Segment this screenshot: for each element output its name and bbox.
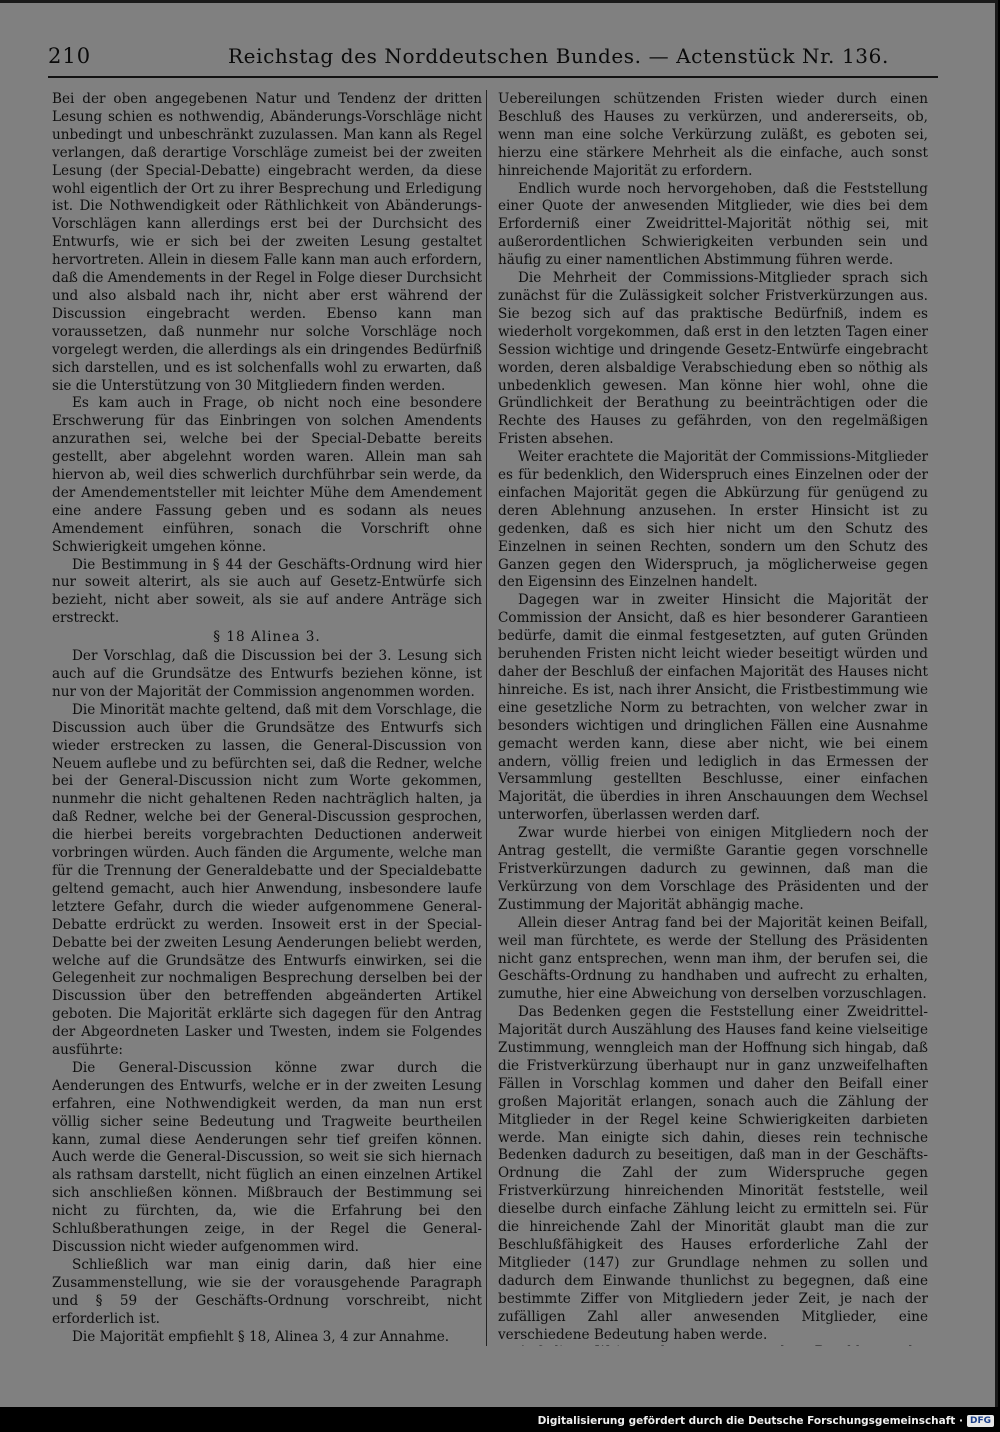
left-column: [52, 91, 482, 1346]
scan-edge-top: [0, 0, 998, 3]
paragraph: Der Vorschlag, daß die Discussion bei der 3. Lesung sich auch auf die Grundsätze des Entwurfs beziehen könne, ist nur von der Majorität der Commission angenommen worden.: [52, 648, 482, 700]
paragraph: Schließlich war man einig darin, daß hier eine Zusammenstellung, wie sie der vorausgehende Paragraph und § 59 der Geschäfts-Ordnung vorschreibt, nicht erforderlich ist.: [52, 1256, 482, 1327]
digitization-credit: [538, 1413, 994, 1429]
paragraph: Es kam auch in Frage, ob nicht noch eine besondere Erschwerung für das Einbringen von solchen Amendents anzurathen sei, welche bei der Special-Debatte bereits gestellt, aber abgelehnt worden waren. Allein man sah hiervon ab, weil dies schwerlich durchführbar sein werde, da der Amendementsteller mit leichter Mühe dem Amendement eine andere Fassung geben und es sodann als neues Amendement einführen, sonach die Vorschrift ohne Schwierigkeit umgehen könne.: [52, 395, 482, 555]
paragraph: Die Mehrheit der Commissions-Mitglieder sprach sich zunächst für die Zulässigkeit solcher Fristverkürzungen aus. Sie bezog sich auf das praktische Bedürfniß, indem es wiederholt vorgekommen, daß erst in den letzten Tagen einer Session wichtige und dringende Gesetz-Entwürfe eingebracht worden, deren alsbaldige Verabschiedung eben so nöthig als unbedenklich gewesen. Man könne hier wohl, ohne die Gründlichkeit der Berathung zu beeinträchtigen oder die Rechte des Hauses zu gefährden, von den regelmäßigen Fristen absehen.: [498, 270, 928, 448]
paragraph: Die Majorität empfiehlt § 18, Alinea 3, 4 zur Annahme.: [72, 1328, 450, 1345]
paragraph: Uebereilungen schützenden Fristen wieder durch einen Beschluß des Hauses zu verkürzen, und andererseits, ob, wenn man eine solche Verkürzung zuläßt, es geboten sei, hierzu eine stärkere Mehrheit als die einfache, auch sonst hinreichende Majorität zu erfordern.: [498, 91, 928, 179]
page-header: [48, 40, 938, 78]
credit-text: Digitalisierung gefördert durch die Deutsche Forschungsgemeinschaft ·: [537, 1415, 963, 1427]
running-head: Reichstag des Norddeutschen Bundes. — Actenstück Nr. 136.: [228, 44, 889, 68]
paragraph: Bei der oben angegebenen Natur und Tendenz der dritten Lesung schien es nothwendig, Abänderungs-Vorschläge nicht unbedingt und unbeschränkt zuzulassen. Man kann als Regel verlangen, daß derartige Vorschläge zumeist bei der zweiten Lesung (der Special-Debatte) eingebracht werden, da diese wohl eigentlich der Ort zu ihrer Besprechung und Erledigung ist. Die Nothwendigkeit oder Räthlichkeit von Abänderungs-Vorschlägen kann allerdings erst bei der Durchsicht des Entwurfs, wie er sich bei der zweiten Lesung gestaltet hervortreten. Allein in diesem Falle kann man auch erfordern, daß die Amendements in der Regel in Folge dieser Durchsicht und also alsbald nach ihr, nicht aber erst während der Discussion eingebracht werden. Ebenso kann man voraussetzen, daß nunmehr nur solche Vorschläge noch vorgelegt werden, die allerdings als ein dringendes Bedürfniß sich darstellen, und es ist solchenfalls wohl zu erwarten, daß sie die Unterstützung von 30 Mitgliedern finden werden.: [52, 91, 482, 394]
paragraph: Die General-Discussion könne zwar durch die Aenderungen des Entwurfs, welche er in der zweiten Lesung erfahren, eine Nothwendigkeit werden, da man nun erst völlig sicher seine Bedeutung und Tragweite beurtheilen kann, zumal diese Aenderungen sehr tief greifen können. Auch werde die General-Discussion, so weit sie sich hiernach als rathsam darstellt, nicht füglich an einen einzelnen Artikel sich anschließen können. Mißbrauch der Bestimmung sei nicht zu fürchten, da, wie die Erfahrung bei den Schlußberathungen zeige, in der Regel die General-Discussion nicht wieder aufgenommen wird.: [52, 1059, 482, 1255]
dfg-logo: DFG: [967, 1415, 994, 1427]
right-column: [498, 91, 928, 1346]
paragraph: Die Minorität machte geltend, daß mit dem Vorschlage, die Discussion auch über die Grundsätze des Entwurfs sich wieder erstrecken zu lassen, die General-Discussion von Neuem auflebe und zu befürchten sei, daß die Redner, welche bei der General-Discussion nicht zum Worte gekommen, nunmehr die nicht gehaltenen Reden nachträglich halten, ja daß Redner, welche bei der General-Discussion gesprochen, die hierbei bereits vorgebrachten Deductionen anderweit vorbringen würden. Auch fänden die Argumente, welche man für die Trennung der Generaldebatte und der Specialdebatte geltend gemacht, auch hier Anwendung, insbesondere laufe letztere Gefahr, durch die wieder aufgenommene General-Debatte erdrückt zu werden. Insoweit erst in der Special-Debatte bei der zweiten Lesung Aenderungen beliebt werden, welche auf die Grundsätze des Entwurfs einwirken, sei die Gelegenheit zur nochmaligen Besprechung derselben bei der Discussion über den betreffenden abgeänderten Artikel geboten. Die Majorität erklärte sich dagegen für den Antrag der Abgeordneten Lasker und Twesten, indem sie Folgendes ausführte:: [52, 701, 482, 1059]
page-number: 210: [48, 44, 92, 68]
paragraph: Die Bestimmung in § 44 der Geschäfts-Ordnung wird hier nur soweit alterirt, als sie auch auf Gesetz-Entwürfe sich bezieht, nicht aber soweit, als sie auf andere Anträge sich erstreckt.: [52, 556, 482, 627]
paragraph: Weiter erachtete die Majorität der Commissions-Mitglieder es für bedenklich, den Widerspruch eines Einzelnen oder der einfachen Majorität gegen die Abkürzung für genügend zu deren Ablehnung anzusehen. In erster Hinsicht ist zu gedenken, daß es sich hier nicht um den Schutz des Einzelnen in seinen Rechten, sondern um den Schutz des Ganzen gegen den Widerspruch, ja möglicherweise gegen den Eigensinn des Einzelnen handelt.: [498, 449, 928, 591]
paragraph: Zwar wurde hierbei von einigen Mitgliedern noch der Antrag gestellt, die vermißte Garantie gegen vorschnelle Fristverkürzungen dadurch zu gewinnen, daß man die Verkürzung von dem Vorschlage des Präsidenten und der Zustimmung der Majorität abhängig mache.: [498, 825, 928, 913]
paragraph: Das Bedenken gegen die Feststellung einer Zweidrittel-Majorität durch Auszählung des Hauses fand keine vielseitige Zustimmung, wenngleich man der Hoffnung sich hingab, daß die Fristverkürzung überhaupt nur in ganz unzweifelhaften Fällen in Vorschlag kommen und daher den Beifall einer großen Majorität erlangen, sonach auch die Zählung der Mitglieder in der Regel keine Schwierigkeiten darbieten werde. Man einigte sich dahin, dieses rein technische Bedenken dadurch zu beseitigen, daß man in der Geschäfts-Ordnung die Zahl der zum Widerspruche gegen Fristverkürzung hinreichenden Minorität feststelle, weil dieselbe durch einfache Zählung leicht zu ermitteln sei. Für die hinreichende Zahl der Minorität glaubt man die zur Beschlußfähigkeit des Hauses erforderliche Zahl der Mitglieder (147) zur Grundlage nehmen zu sollen und dadurch dem Einwande thunlichst zu begegnen, daß eine bestimmte Ziffer von Mitgliedern jeder Zeit, je nach der zufälligen Zahl aller anwesenden Mitglieder, eine verschiedene Bedeutung haben werde.: [498, 1004, 928, 1343]
paragraph: Allein dieser Antrag fand bei der Majorität keinen Beifall, weil man fürchtete, es werde der Stellung des Präsidenten nicht ganz entsprechen, wenn man ihm, der berufen sei, die Geschäfts-Ordnung zu handhaben und aufrecht zu erhalten, zumuthe, hier eine Abweichung von derselben vorzuschlagen.: [498, 914, 928, 1003]
paragraph: [498, 1344, 928, 1346]
column-divider: [486, 90, 487, 1346]
section-heading: § 18 Alinea 3.: [213, 629, 321, 646]
scan-edge-right: [995, 0, 998, 1407]
paragraph: Endlich wurde noch hervorgehoben, daß die Feststellung einer Quote der anwesenden Mitglieder, wie dies bei dem Erforderniß einer Zweidrittel-Majorität nöthig sei, mit außerordentlichen Schwierigkeiten verbunden sein und häufig zu einer namentlichen Abstimmung führen werde.: [498, 180, 928, 269]
paragraph: Dagegen war in zweiter Hinsicht die Majorität der Commission der Ansicht, daß es hier besonderer Garantieen bedürfe, damit die einmal festgesetzten, auf guten Gründen beruhenden Fristen nicht leicht wieder beseitigt würden und daher der Beschluß der einfachen Majorität des Hauses nicht hinreiche. Es ist, nach ihrer Ansicht, die Fristbestimmung wie eine gesetzliche Norm zu betrachten, von welcher zwar in besonders wichtigen und dringlichen Fällen eine Ausnahme gemacht werden kann, diese aber nicht, wie bei einem andern, völlig freien und lediglich in das Ermessen der Versammlung gestellten Beschlusse, einer einfachen Majorität, die überdies in ihren Anschauungen dem Wechsel unterworfen, überlassen werden darf.: [498, 592, 928, 824]
